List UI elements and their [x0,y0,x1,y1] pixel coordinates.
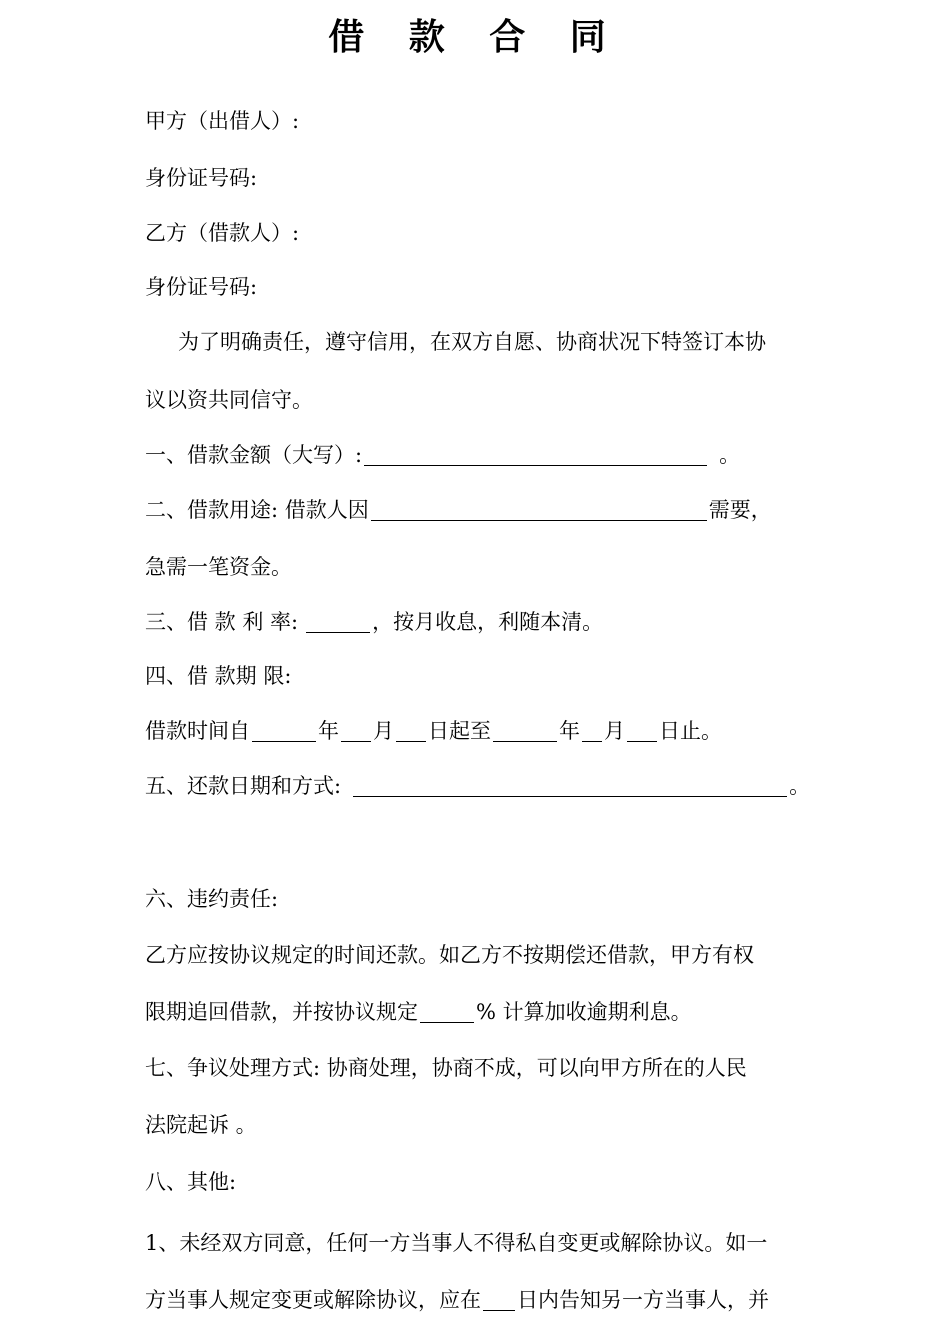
clause-loan-purpose-end: 需要， [708,498,772,522]
clause-other-item-1-text: 方当事人规定变更或解除协议，应在 [145,1288,481,1312]
loan-purpose-blank[interactable] [371,498,707,521]
clause-loan-amount [145,440,740,470]
end-month-label: 月 [604,719,625,743]
clause-breach-line-2-text: 限期追回借款，并按协议规定 [145,1000,418,1024]
clause-other-item-1-line-2 [145,1285,769,1315]
start-year-label: 年 [318,719,339,743]
clause-loan-purpose-line-2: 急需一笔资金。 [145,555,292,579]
party-b-id-label: 身份证号码: [145,275,258,299]
party-a-label: 甲方（出借人）: [145,109,300,133]
contract-title: 借 款 合 同 [328,16,622,58]
term-to-label: 日起至 [428,719,491,743]
end-day-blank[interactable] [627,719,657,742]
clause-loan-term-dates [145,716,722,746]
party-a-id-label: 身份证号码: [145,166,258,190]
clause-dispute-line-1: 七、争议处理方式: 协商处理，协商不成，可以向甲方所在的人民 [145,1056,747,1080]
start-day-blank[interactable] [396,719,426,742]
end-year-blank[interactable] [493,719,557,742]
clause-other-heading: 八、其他: [145,1170,237,1194]
clause-interest-rate-label: 三、借 款 利 率: [145,610,299,634]
clause-breach-line-2-end: % 计算加收逾期利息。 [476,1000,692,1024]
end-year-label: 年 [559,719,580,743]
clause-other-item-1-end: 日内告知另一方当事人，并 [517,1288,769,1312]
clause-breach-heading: 六、违约责任: [145,887,279,911]
clause-repayment-end: 。 [789,774,811,798]
start-month-label: 月 [373,719,394,743]
clause-interest-rate-end: ，按月收息，利随本清。 [372,610,604,634]
clause-other-item-1-line-1: 1、未经双方同意，任何一方当事人不得私自变更或解除协议。如一 [145,1231,768,1255]
party-b-label: 乙方（借款人）: [145,221,300,245]
term-from-label: 借款时间自 [145,719,250,743]
clause-dispute-line-2: 法院起诉 。 [145,1113,257,1137]
start-month-blank[interactable] [341,719,371,742]
loan-amount-blank[interactable] [364,443,707,466]
clause-loan-purpose [145,495,772,525]
repayment-blank[interactable] [353,774,787,797]
clause-loan-term-heading: 四、借 款期 限: [145,664,292,688]
clause-interest-rate [145,607,603,637]
preamble-line-1: 为了明确责任，遵守信用，在双方自愿、协商状况下特签订本协 [178,330,766,354]
term-end-label: 日止。 [659,719,722,743]
start-year-blank[interactable] [252,719,316,742]
clause-repayment [145,771,810,801]
clause-loan-amount-end: 。 [719,443,741,467]
clause-loan-amount-label: 一、借款金额（大写）: [145,443,363,467]
clause-breach-line-1: 乙方应按协议规定的时间还款。如乙方不按期偿还借款，甲方有权 [145,943,754,967]
notice-days-blank[interactable] [483,1288,515,1311]
clause-loan-purpose-label: 二、借款用途: 借款人因 [145,498,369,522]
clause-breach-line-2 [145,997,692,1027]
penalty-rate-blank[interactable] [420,1000,474,1023]
interest-rate-blank[interactable] [306,610,370,633]
preamble-line-2: 议以资共同信守。 [145,388,313,412]
clause-repayment-label: 五、还款日期和方式: [145,774,342,798]
end-month-blank[interactable] [582,719,602,742]
